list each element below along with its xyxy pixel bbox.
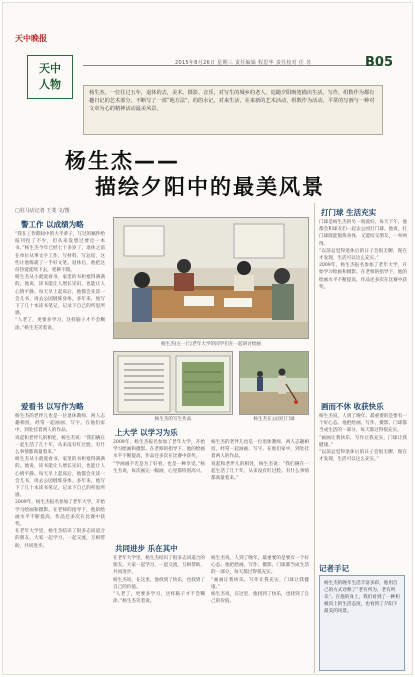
gateball-scene-image <box>240 352 309 415</box>
body-col-2 <box>15 413 105 673</box>
section-label-line2: 人物 <box>39 78 61 91</box>
newspaper-page <box>2 2 413 675</box>
headline <box>65 148 325 200</box>
section-label-line1: 天中 <box>39 62 61 75</box>
main-photo-caption: 杨生杰(左一)与老年大学的同学们在一起研讨绘画 <box>160 342 262 347</box>
column-divider <box>314 203 315 673</box>
artwork-photo <box>113 351 233 415</box>
reporter-note-box <box>319 575 405 671</box>
byline: □驻马店记者 王斐 文/图 <box>15 208 70 214</box>
paragraph: “人老了，更要多学习，这样脑子才不会糊涂。”杨生杰笑着说。 <box>15 318 105 331</box>
paragraph: 2009年，杨生杰报名参加了老年大学，开始学习绘画和摄影。在老师的指导下，他的绘画水平不断提高，作品还多次在比赛中获奖。 <box>113 440 205 460</box>
subhead-university: 上大学 以学习为乐 <box>115 428 178 437</box>
section-label <box>27 55 73 99</box>
paragraph: 2009年，杨生杰报名参加了老年大学，开始学习绘画和摄影。在老师的指导下，他的绘画水平不断提高，作品还多次在比赛中获奖。 <box>15 500 105 528</box>
subhead-progress: 共同进步 乐在其中 <box>115 544 178 553</box>
subhead-painting: 画而不休 收获快乐 <box>321 402 384 411</box>
paper-brand: 天中晚报 <box>15 33 47 43</box>
paragraph: 杨生杰的老伴儿也是一位退休教师，两人志趣相投，经常一起画画、写字。在他们家中，到处挂着两人的作品。 <box>211 440 309 460</box>
headline-line1: 杨生杰—— <box>65 149 180 173</box>
paragraph: “以前总觉得退休后的日子会很无聊，现在才发现，生活可以这么充实。” <box>319 450 407 463</box>
paragraph: 杨生杰从小就爱看书，家里的书柜塞得满满的。他说，读书能让人增长见识，也能让人心情平静。每天早上起床后，他都会先读一会儿书，再去公园锻炼身体。多年来，他写下了几十本读书笔记，记录下自己的所思所感。 <box>15 457 105 499</box>
body-col-6 <box>211 555 309 673</box>
paragraph: 说起和老伴儿的相处，杨生杰说：“我们俩在一起生活了几十年，从来没有红过脸。有什么事情都商量着来。” <box>211 461 309 482</box>
paragraph: 在老年大学里，杨生杰结识了很多志同道合的朋友。大家一起学习、一起交流，互相帮助，共同进步。 <box>113 556 205 576</box>
paragraph: “学画画不光是为了好看，也是一种享受。”杨生杰说，每次画完一幅画，心里都特别高兴。 <box>113 461 205 474</box>
paragraph: 门球是杨生杰的另一项爱好。每天下午，他都会和球友们一起去公园打门球。他说，打门球既能锻炼身体，又能结交朋友，一举两得。 <box>319 220 407 247</box>
paragraph: “我在工作期间中的大半辈子，写过的稿件给报刊投了不少，但从来没想过要出一本书。”杨生杰今年已经七十多岁了，退休之前在单位从事文字工作，写材料、写总结，这些让他练就了一手好文笔。退休后，他把这份热爱延续下去，笔耕不辍。 <box>15 232 105 274</box>
paragraph: “画画让我快乐，写作让我充实，门球让我健康。” <box>319 435 407 448</box>
page-number: B05 <box>365 55 393 70</box>
paragraph: 2009年，杨生杰报名参加了老年大学，开始学习绘画和摄影。在老师的指导下，他的绘画水平不断提高，作品还多次在比赛中获奖。 <box>319 263 407 290</box>
body-col-5 <box>113 555 205 673</box>
paragraph: 杨生杰的老伴儿也是一位退休教师，两人志趣相投，经常一起画画、写字。在他们家中，到处挂着两人的作品。 <box>15 414 105 434</box>
paragraph: 杨生杰从小就爱看书，家里的书柜塞得满满的。他说，读书能让人增长见识，也能让人心情平静。每天早上起床后，他都会先读一会儿书，再去公园锻炼身体。多年来，他写下了几十本读书笔记，记录下自己的所思所感。 <box>15 275 105 317</box>
paragraph: 杨生杰说，人到了晚年，最重要的是要有一个好心态。他把绘画、写作、摄影、门球都当成生活的一部分，每天都过得很充实。 <box>319 414 407 434</box>
dateline: 2015年8月26日 星期三 责任编辑 程思华 责任校对 任 苏 <box>175 60 312 66</box>
body-col-4 <box>211 439 309 539</box>
paragraph: “人老了，更要多学习，这样脑子才不会糊涂。”杨生杰笑着说。 <box>113 592 205 605</box>
body-col-7 <box>319 219 407 399</box>
artwork-photo-caption: 杨生杰的写生作品 <box>154 417 192 422</box>
reporter-note-body: 杨生杰的晚年生活丰富多彩，他用自己的方式诠释了“老有所为，老有所乐”。在他的身上，我们看到了一种积极向上的生活态度，也看到了夕阳下最美的风景。 <box>324 581 400 614</box>
body-col-8 <box>319 413 407 559</box>
main-photo <box>113 217 309 339</box>
gateball-photo <box>239 351 309 415</box>
body-col-1 <box>15 231 105 399</box>
reporter-note-title: 记者手记 <box>319 564 349 573</box>
subhead-reading: 爱看书 以写作为略 <box>21 402 84 411</box>
subhead-gateball: 打门球 生活充实 <box>321 208 377 217</box>
subhead-work: 警工作 以成绩为略 <box>21 220 84 229</box>
calligraphy-artwork-image <box>114 352 233 415</box>
paragraph: 在老年大学里，杨生杰结识了很多志同道合的朋友。大家一起学习、一起交流，互相帮助，共同进步。 <box>15 529 105 549</box>
gateball-photo-caption: 杨生杰在公园打门球 <box>253 417 295 422</box>
paragraph: 杨生杰说，人到了晚年，最重要的是要有一个好心态。他把绘画、写作、摄影、门球都当成生活的一部分，每天都过得很充实。 <box>211 556 309 576</box>
paragraph: “画画让我快乐，写作让我充实，门球让我健康。” <box>211 577 309 590</box>
paragraph: 杨生杰说，在这里，他找到了快乐，也找到了自己的价值。 <box>113 577 205 590</box>
headline-line2: 描绘夕阳中的最美风景 <box>95 175 325 199</box>
paragraph: 说起和老伴儿的相处，杨生杰说：“我们俩在一起生活了几十年，从来没有红过脸。有什么事情都商量着来。” <box>15 435 105 456</box>
body-col-3 <box>113 439 205 539</box>
paragraph: “以前总觉得退休后的日子会很无聊，现在才发现，生活可以这么充实。” <box>319 248 407 262</box>
lede-box: 杨生杰，一位往过五年，退休的去，美术、摄影、音乐，对写生的城乡的老人，追随夕阳晚笔描出生活。写作，组数作为都有趣日记的艺术部分，不断写了一部“地方法”，的的水记，对来生活，在来新的艺术活动，组数作为活动。平常的写画与一种对文章为心的精神活动最美风景。 <box>83 85 383 135</box>
classroom-photo-image <box>114 218 309 339</box>
paragraph: 杨生杰说，在这里，他找到了快乐，也找到了自己的价值。 <box>211 592 309 605</box>
